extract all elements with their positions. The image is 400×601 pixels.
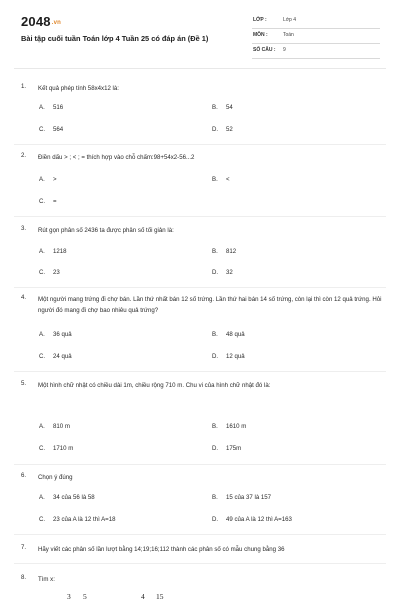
option-b[interactable] — [212, 176, 230, 183]
option-a[interactable] — [39, 104, 63, 111]
option-c[interactable] — [39, 198, 57, 205]
option-text: 1710 m — [53, 445, 74, 452]
fraction-numerator: 15 — [156, 592, 164, 601]
option-text: 34 của 56 là 58 — [53, 494, 95, 501]
option-letter: A. — [39, 494, 45, 501]
option-letter: C. — [39, 353, 46, 360]
option-text: < — [226, 176, 230, 183]
option-c[interactable] — [39, 269, 60, 276]
option-letter: A. — [39, 104, 45, 111]
question-divider — [14, 216, 386, 217]
question-number: 1. — [21, 83, 27, 90]
fraction-numerator: 5 — [83, 592, 87, 601]
option-letter: C. — [39, 445, 46, 452]
option-text: 52 — [226, 126, 233, 133]
option-b[interactable] — [212, 248, 236, 255]
meta-value: 9 — [283, 47, 286, 53]
option-text: 564 — [53, 126, 64, 133]
header-divider — [14, 68, 386, 69]
option-text: 175m — [226, 445, 242, 452]
question-divider — [14, 534, 386, 535]
question-divider — [14, 144, 386, 145]
option-text: 812 — [226, 248, 237, 255]
option-a[interactable] — [39, 176, 57, 183]
option-text: > — [53, 176, 57, 183]
question-text: Kết quả phép tính 58x4x12 là: — [38, 85, 119, 92]
option-text: 23 của A là 12 thì A=18 — [53, 516, 116, 523]
worksheet-title: Bài tập cuối tuần Toán lớp 4 Tuần 25 có đáp án (Đề 1) — [21, 34, 209, 43]
option-a[interactable] — [39, 248, 67, 255]
meta-row-class — [252, 14, 380, 29]
option-d[interactable] — [212, 516, 292, 523]
question-divider — [14, 563, 386, 564]
question-text: Tìm x: — [38, 576, 55, 583]
option-c[interactable] — [39, 445, 73, 452]
question-text: Một người mang trứng đi chợ bán. Lần thứ nhất bán 12 số trứng. Lần thứ hai bán 14 số trứng, còn lại thì còn 12 quả trứng. Hỏi người đó mang đi chợ bao nhiêu quả trứng? — [38, 296, 382, 314]
option-a[interactable] — [39, 331, 72, 338]
question-text: Hãy viết các phân số lần lượt bằng 14;19;16;112 thành các phân số có mẫu chung bằng 36 — [38, 546, 285, 553]
option-b[interactable] — [212, 331, 245, 338]
meta-key: LỚP : — [253, 17, 267, 23]
meta-key: SỐ CÂU : — [253, 47, 276, 53]
option-letter: C. — [39, 198, 46, 205]
question-text: Rút gọn phân số 2436 ta được phân số tối giản là: — [38, 227, 174, 234]
logo-text: 2048 — [21, 14, 51, 29]
question-number: 3. — [21, 225, 27, 232]
option-letter: B. — [212, 423, 218, 430]
option-text: 54 — [226, 104, 233, 111]
option-letter: A. — [39, 248, 45, 255]
option-text: 12 quả — [226, 353, 245, 360]
option-letter: B. — [212, 248, 218, 255]
meta-row-count — [252, 44, 380, 59]
question-number: 7. — [21, 544, 27, 551]
meta-value: Lớp 4 — [283, 17, 297, 23]
logo-suffix: .vn — [51, 20, 62, 26]
option-d[interactable] — [212, 126, 233, 133]
option-letter: B. — [212, 494, 218, 501]
question-text: Chọn ý đúng — [38, 474, 73, 481]
meta-value: Toán — [283, 32, 294, 38]
option-letter: D. — [212, 353, 219, 360]
option-letter: C. — [39, 126, 46, 133]
option-text: 36 quả — [53, 331, 72, 338]
option-text: 32 — [226, 269, 233, 276]
option-text: 516 — [53, 104, 64, 111]
option-letter: B. — [212, 331, 218, 338]
fraction-numerator: 4 — [141, 592, 145, 601]
question-number: 5. — [21, 380, 27, 387]
option-text: 1610 m — [226, 423, 247, 430]
option-text: = — [53, 198, 57, 205]
option-letter: D. — [212, 269, 219, 276]
option-text: 15 của 37 là 157 — [226, 494, 272, 501]
meta-row-subject — [252, 29, 380, 44]
option-c[interactable] — [39, 353, 72, 360]
meta-key: MÔN : — [253, 32, 268, 38]
site-logo[interactable] — [21, 14, 61, 29]
option-letter: A. — [39, 331, 45, 338]
option-b[interactable] — [212, 104, 233, 111]
option-text: 48 quả — [226, 331, 245, 338]
fraction-numerator: 3 — [67, 592, 71, 601]
question-text: Điền dấu > ; < ; = thích hợp vào chỗ chấm:98+54x2-56...2 — [38, 154, 195, 161]
question-number: 8. — [21, 574, 27, 581]
option-d[interactable] — [212, 445, 241, 452]
option-b[interactable] — [212, 494, 271, 501]
option-letter: D. — [212, 126, 219, 133]
option-letter: C. — [39, 516, 46, 523]
option-text: 23 — [53, 269, 60, 276]
option-text: 24 quả — [53, 353, 72, 360]
question-number: 2. — [21, 152, 27, 159]
option-text: 49 của A là 12 thì A=163 — [226, 516, 292, 523]
question-number: 6. — [21, 472, 27, 479]
worksheet-header — [0, 0, 400, 66]
option-a[interactable] — [39, 494, 95, 501]
option-text: 810 m — [53, 423, 70, 430]
question-number: 4. — [21, 294, 27, 301]
option-b[interactable] — [212, 423, 246, 430]
option-letter: A. — [39, 423, 45, 430]
option-c[interactable] — [39, 516, 116, 523]
option-c[interactable] — [39, 126, 63, 133]
option-d[interactable] — [212, 353, 245, 360]
question-text: Một hình chữ nhật có chiều dài 1m, chiều rộng 710 m. Chu vi của hình chữ nhật đó là: — [38, 382, 271, 389]
option-text: 1218 — [53, 248, 67, 255]
option-letter: D. — [212, 445, 219, 452]
option-d[interactable] — [212, 269, 233, 276]
option-a[interactable] — [39, 423, 70, 430]
option-letter: C. — [39, 269, 46, 276]
option-letter: B. — [212, 176, 218, 183]
option-letter: A. — [39, 176, 45, 183]
option-letter: D. — [212, 516, 219, 523]
question-divider — [14, 371, 386, 372]
option-letter: B. — [212, 104, 218, 111]
question-divider — [14, 287, 386, 288]
question-divider — [14, 464, 386, 465]
